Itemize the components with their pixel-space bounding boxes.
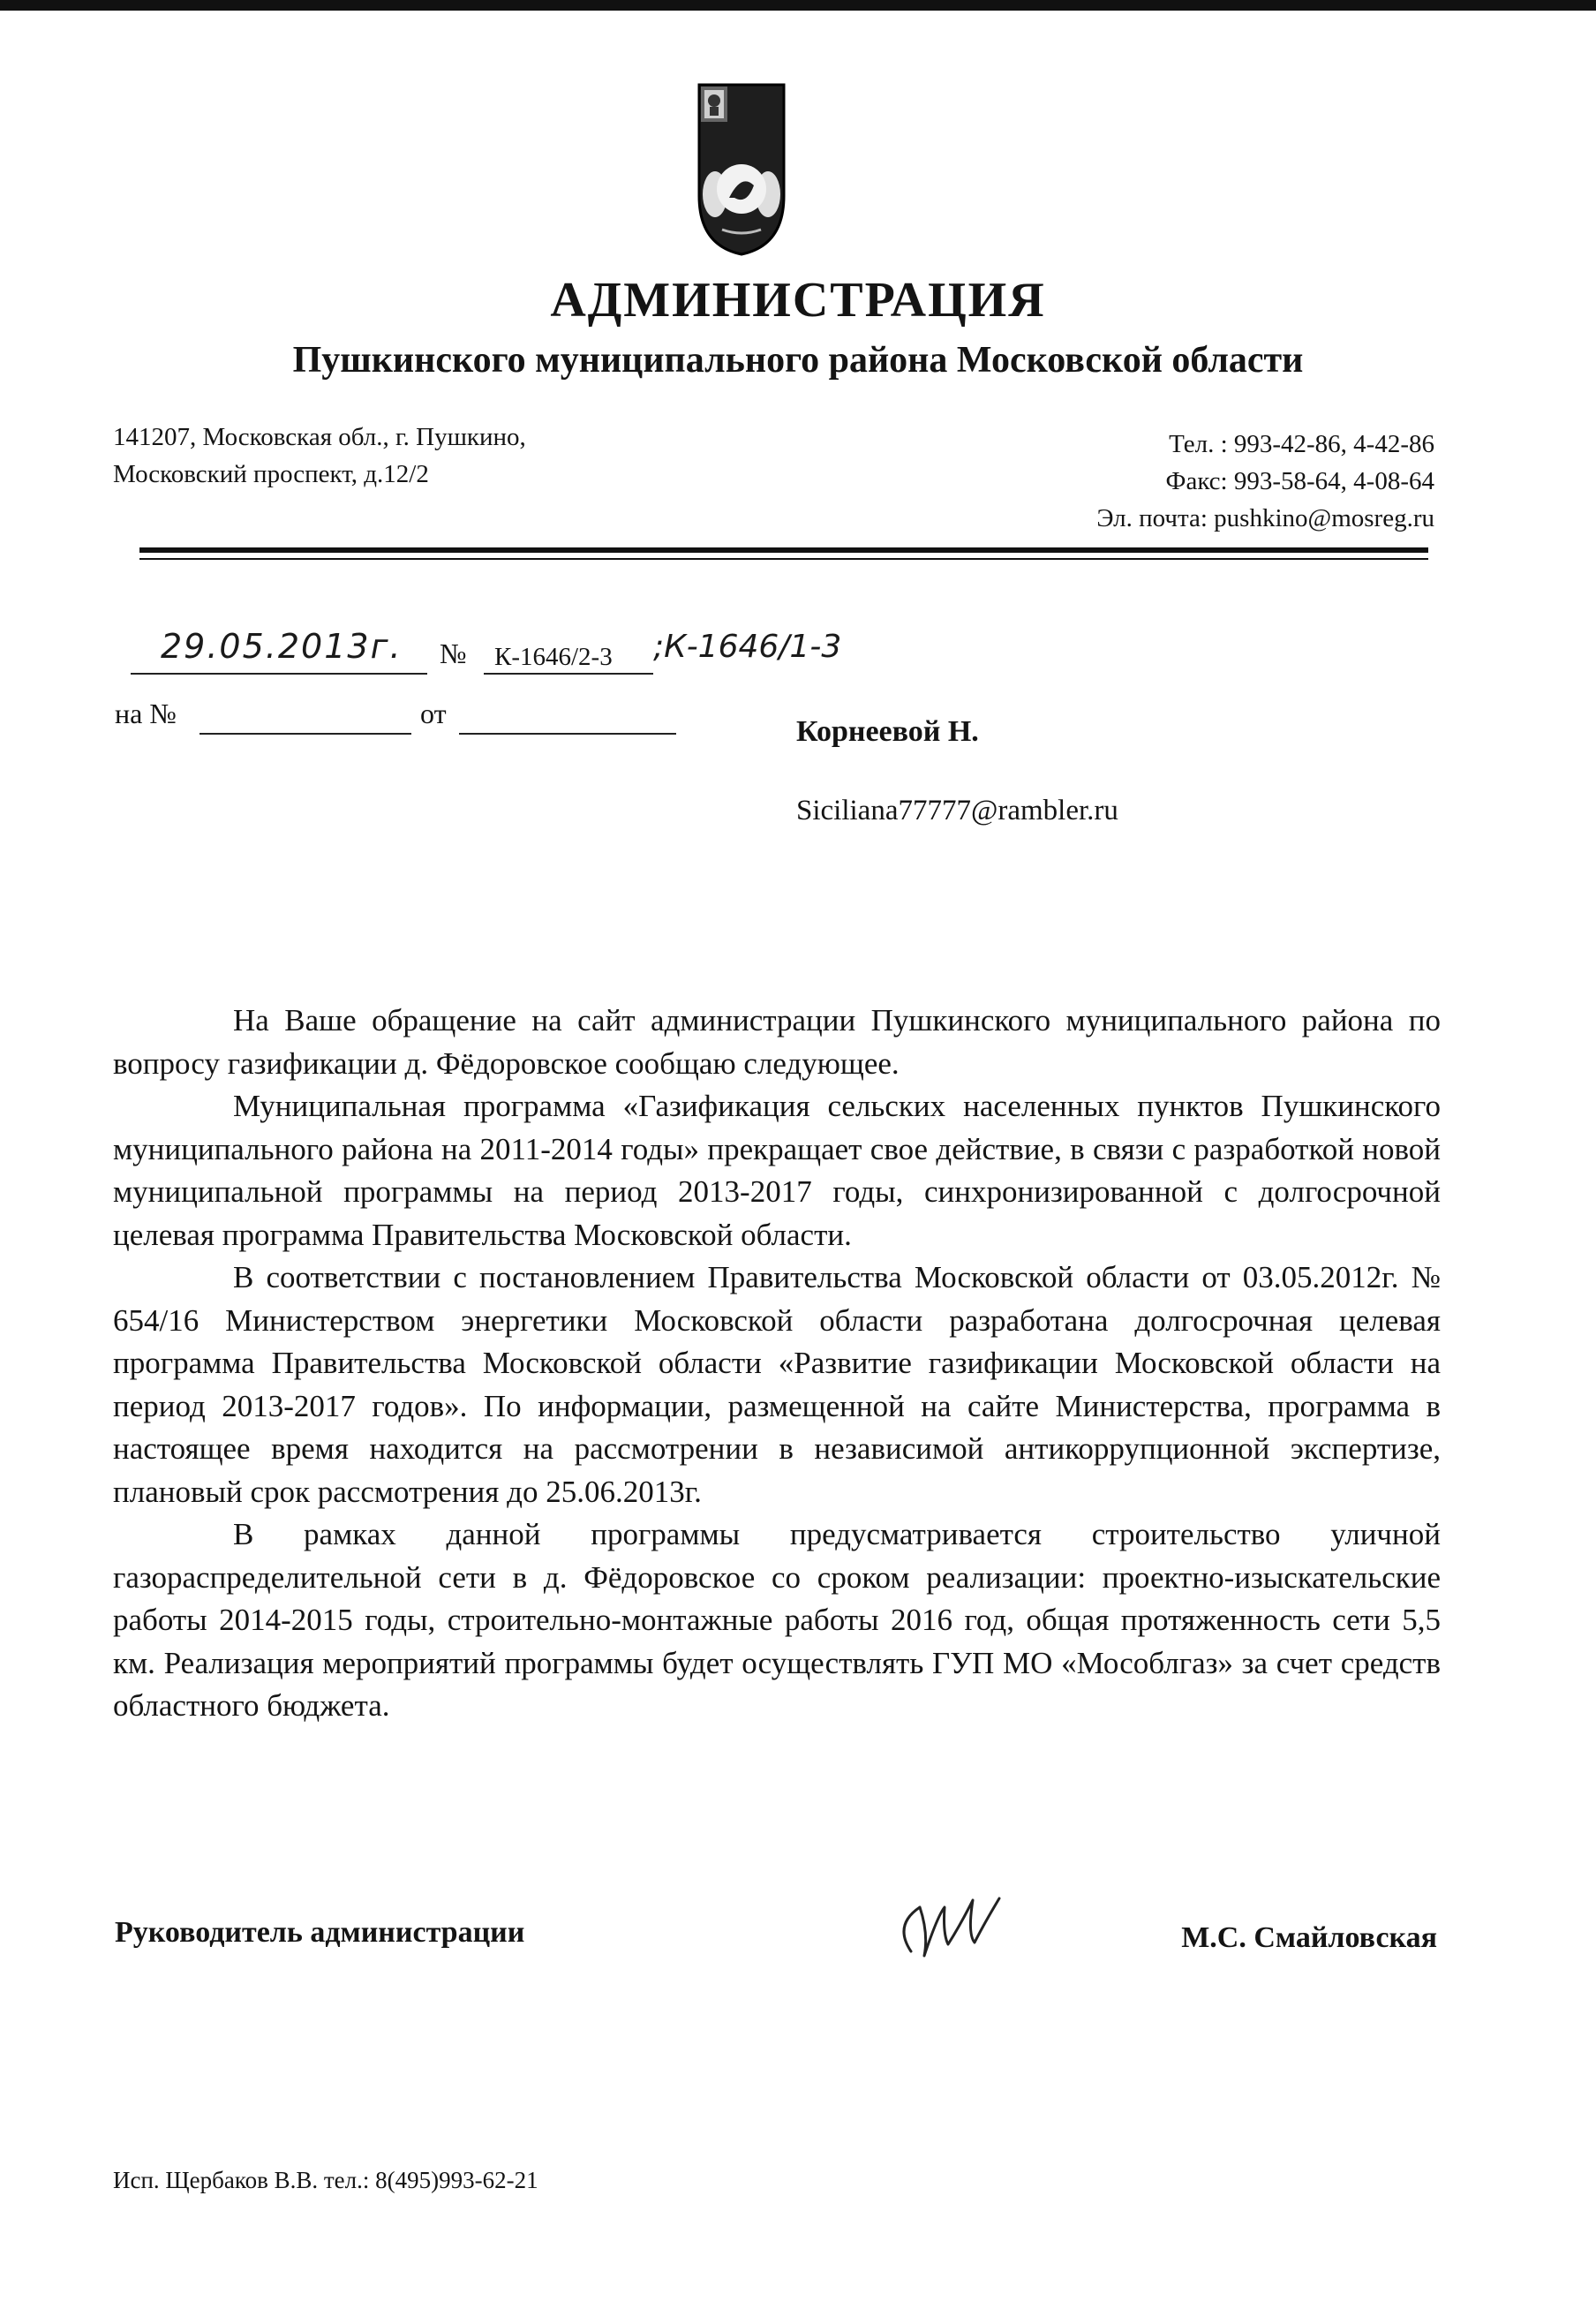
number-label: №	[440, 638, 467, 669]
signatory-name: М.С. Смайловская	[1181, 1921, 1437, 1954]
org-title: АДМИНИСТРАЦИЯ	[550, 273, 1046, 328]
coat-of-arms-icon	[696, 81, 787, 258]
letter-body	[113, 1000, 1441, 1728]
handwritten-signature-icon	[876, 1890, 1008, 1969]
signatory-role: Руководитель администрации	[115, 1916, 525, 1949]
registration-number-handwritten: ;К-1646/1-3	[653, 629, 842, 665]
from-field-line	[459, 699, 676, 735]
fax: Факс: 993-58-64, 4-08-64	[1165, 467, 1434, 495]
reply-to-label: на №	[115, 698, 177, 729]
phone: Тел. : 993-42-86, 4-42-86	[1169, 430, 1434, 458]
address-line-1: 141207, Московская обл., г. Пушкино,	[113, 423, 526, 451]
header-rule-thin	[139, 558, 1428, 560]
body-paragraph: В рамках данной программы предусматривается строительство уличной газораспределительной сети в д. Фёдоровское со сроком реализации: проектно-изыскательские работы 2014-2015 годы, строительно-монтажные работы 2016 год, общая протяженность сети 5,5 км. Реализация мероприятий программы будет осуществлять ГУП МО «Мособлгаз» за счет средств областного бюджета.	[113, 1517, 1441, 1723]
registration-date: 29.05.2013г.	[161, 627, 403, 666]
from-label: от	[420, 698, 447, 729]
header-rule-thick	[139, 547, 1428, 553]
executor-note: Исп. Щербаков В.В. тел.: 8(495)993-62-21	[113, 2167, 538, 2193]
registration-number: К-1646/2-3	[494, 643, 613, 671]
body-paragraph: Муниципальная программа «Газификация сельских населенных пунктов Пушкинского муниципального района на 2011-2014 годы» прекращает свое действие, в связи с разработкой новой муниципальной программы на период 2013-2017 годы, синхронизированной с долгосрочной целевая программа Правительства Московской области.	[113, 1089, 1441, 1252]
recipient-name: Корнеевой Н.	[796, 715, 979, 748]
recipient-email: Siciliana77777@rambler.ru	[796, 795, 1118, 826]
org-subtitle: Пушкинского муниципального района Московской области	[292, 340, 1304, 381]
address-line-2: Московский проспект, д.12/2	[113, 460, 429, 488]
org-contacts	[1096, 426, 1434, 537]
org-email: Эл. почта: pushkino@mosreg.ru	[1096, 504, 1434, 532]
org-address	[113, 419, 526, 493]
reply-to-field-line	[200, 699, 411, 735]
body-paragraph: На Ваше обращение на сайт администрации Пушкинского муниципального района по вопросу газификации д. Фёдоровское сообщаю следующее.	[113, 1003, 1441, 1081]
body-paragraph: В соответствии с постановлением Правительства Московской области от 03.05.2012г. № 654/16 Министерством энергетики Московской области разработана долгосрочная целевая программа Правительства Московской области «Развитие газификации Московской области на период 2013-2017 годов». По информации, размещенной на сайте Министерства, программа в настоящее время находится на рассмотрении в независимой антикоррупционной экспертизе, плановый срок рассмотрения до 25.06.2013г.	[113, 1260, 1441, 1509]
scan-top-edge	[0, 0, 1596, 11]
